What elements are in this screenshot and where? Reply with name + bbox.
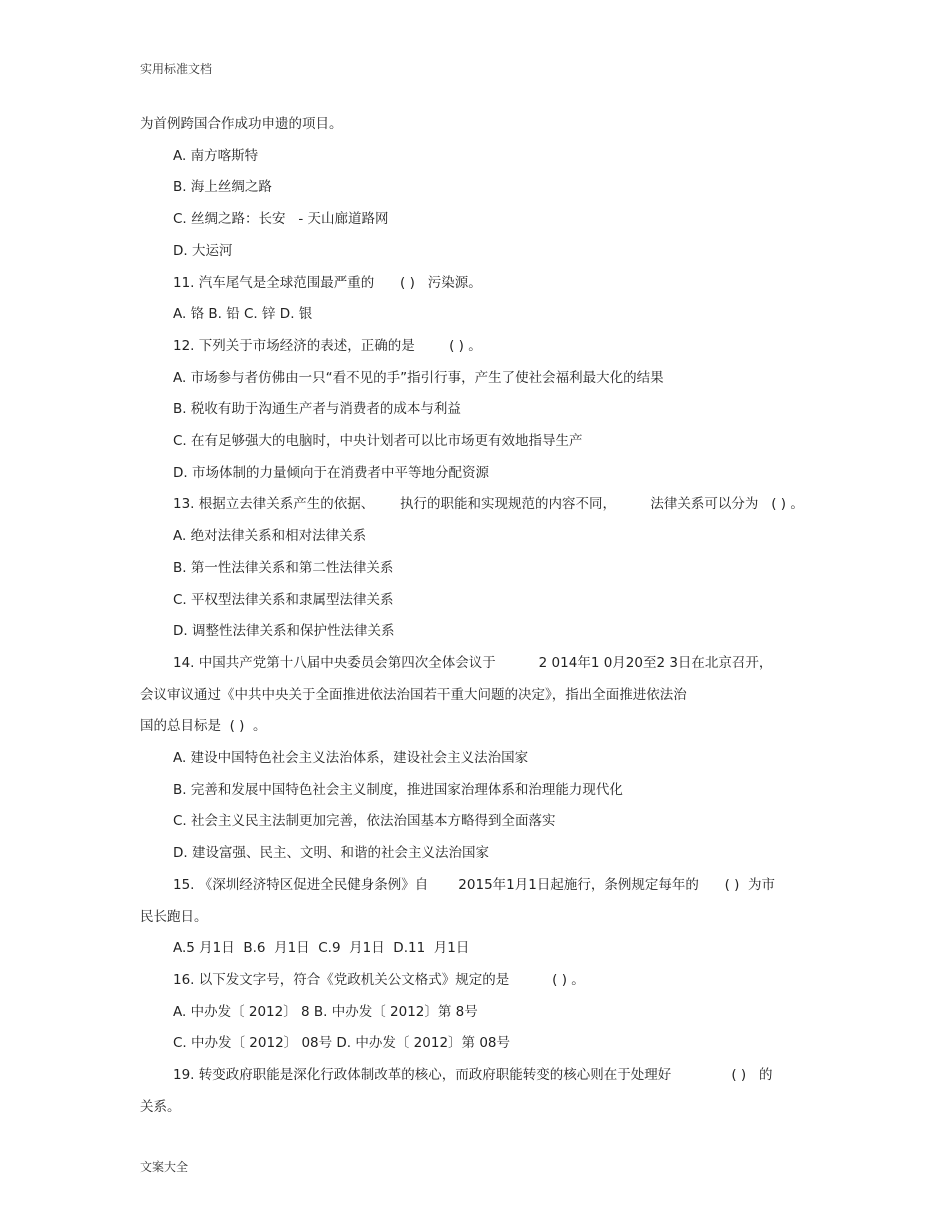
text-line: 14. 中国共产党第十八届中央委员会第四次全体会议于 2 014年1 0月20至2 3日在北京召开， [173, 654, 773, 671]
text-line: 16. 以下发文字号，符合《党政机关公文格式》规定的是 ( ) 。 [173, 971, 585, 988]
text-line: A.5 月1日 B.6 月1日 C.9 月1日 D.11 月1日 [173, 940, 470, 957]
text-line: B. 税收有助于沟通生产者与消费者的成本与利益 [173, 401, 461, 418]
text-line: 国的总目标是 ( ) 。 [140, 718, 267, 735]
page-header: 实用标准文档 [140, 62, 213, 76]
text-line: C. 社会主义民主法制更加完善，依法治国基本方略得到全面落实 [173, 813, 556, 830]
text-line: 会议审议通过《中共中央关于全面推进依法治国若干重大问题的决定》，指出全面推进依法治 [140, 686, 687, 703]
text-line: 民长跑日。 [140, 908, 208, 925]
text-line: A. 铬 B. 铅 C. 锌 D. 银 [173, 306, 313, 323]
text-line: A. 市场参与者仿佛由一只“看不见的手”指引行事，产生了使社会福利最大化的结果 [173, 369, 664, 386]
text-line: B. 海上丝绸之路 [173, 179, 272, 196]
text-line: 13. 根据立去律关系产生的依据、 执行的职能和实现规范的内容不同， 法律关系可以分为 ( ) 。 [173, 496, 804, 513]
text-line: D. 调整性法律关系和保护性法律关系 [173, 623, 395, 640]
text-line: 15. 《深圳经济特区促进全民健身条例》自 2015年1月1日起施行，条例规定每年的 ( ) 为市 [173, 876, 775, 893]
text-line: D. 建设富强、民主、文明、和谐的社会主义法治国家 [173, 845, 489, 862]
text-line: D. 市场体制的力量倾向于在消费者中平等地分配资源 [173, 464, 489, 481]
text-line: C. 平权型法律关系和隶属型法律关系 [173, 591, 394, 608]
text-line: A. 中办发〔 2012〕 8 B. 中办发〔 2012〕第 8号 [173, 1003, 478, 1020]
text-line: 19. 转变政府职能是深化行政体制改革的核心，而政府职能转变的核心则在于处理好 ( ) 的 [173, 1067, 773, 1083]
text-line: D. 大运河 [173, 242, 233, 259]
page-footer: 文案大全 [140, 1160, 189, 1174]
text-line: C. 丝绸之路：长安 - 天山廊道路网 [173, 211, 389, 228]
text-line: C. 在有足够强大的电脑时，中央计划者可以比市场更有效地指导生产 [173, 433, 583, 449]
text-line: 11. 汽车尾气是全球范围最严重的 ( ) 污染源。 [173, 274, 482, 291]
text-line: B. 完善和发展中国特色社会主义制度，推进国家治理体系和治理能力现代化 [173, 781, 623, 798]
text-line: 关系。 [140, 1098, 181, 1115]
text-line: A. 建设中国特色社会主义法治体系，建设社会主义法治国家 [173, 750, 529, 766]
text-line: A. 绝对法律关系和相对法律关系 [173, 528, 367, 545]
text-line: C. 中办发〔 2012〕 08号 D. 中办发〔 2012〕第 08号 [173, 1035, 511, 1052]
text-line: A. 南方喀斯特 [173, 147, 259, 164]
text-line: 12. 下列关于市场经济的表述，正确的是 ( ) 。 [173, 337, 482, 354]
text-line: 为首例跨国合作成功申遗的项目。 [140, 116, 343, 132]
text-line: B. 第一性法律关系和第二性法律关系 [173, 559, 394, 576]
